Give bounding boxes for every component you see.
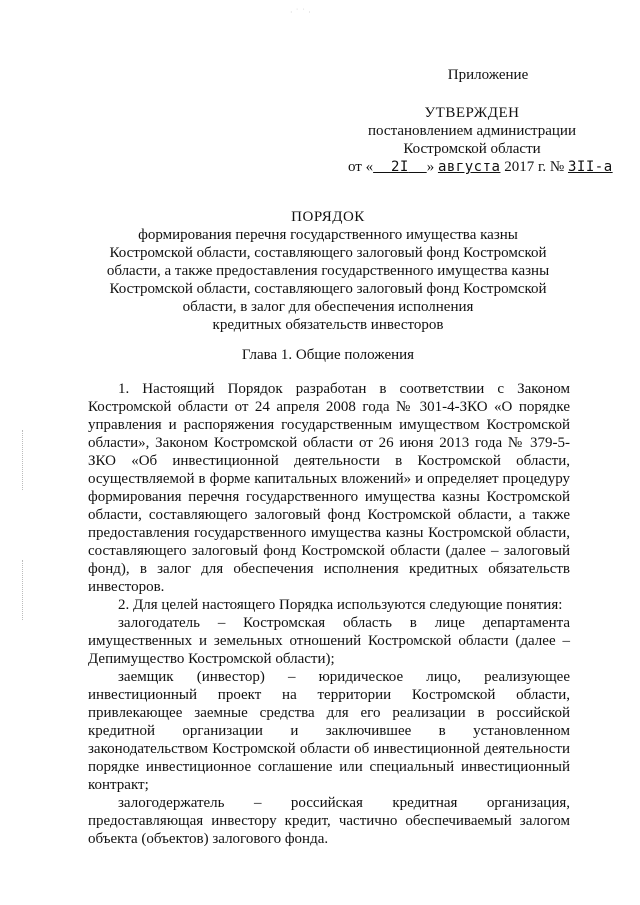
scan-artifact: · ˙ ˙ · [290,8,311,17]
approval-block [342,66,613,176]
document-title-block [88,208,568,334]
date-mid: » [426,159,435,175]
paragraph: 2. Для целей настоящего Порядка используются следующие понятия: [118,597,563,613]
appendix-label: Приложение [447,67,529,83]
title-line: кредитных обязательств инвесторов [212,317,444,333]
title-line: формирования перечня государственного имущества казны [138,227,518,243]
document-number: 3II-а [567,159,613,175]
date-year: 2017 г. № [504,159,565,175]
paragraph: 1. Настоящий Порядок разработан в соответствии с Законом Костромской области от 24 апреля 2008 года № 301-4-ЗКО «О порядке управления и распоряжения государственным имуществом Костромской области», Законом Костромской области от 26 июня 2013 года № 379-5-ЗКО «Об инвестиционной деятельности в Костромской области, осуществляемой в форме капитальных вложений» и определяет процедуру формирования перечня государственного имущества казны Костромской области, составляющего залоговый фонд Костромской области, а также предоставления государственного имущества казны Костромской области, составляющего залоговый фонд Костромской области (далее – залоговый фонд), в залог для обеспечения исполнения кредитных обязательств инвесторов. [88,381,570,595]
margin-mark [22,430,29,490]
document-body [88,380,570,848]
chapter-heading: Глава 1. Общие положения [241,347,415,363]
definition-item: залогодержатель – российская кредитная организация, предоставляющая инвестору кредит, частично обеспечиваемый залогом объекта (объектов) залогового фонда. [88,795,570,847]
region-line: Костромской области [403,141,541,157]
title-line: Костромской области, составляющего залоговый фонд Костромской [109,245,547,261]
title-line: области, а также предоставления государственного имущества казны [106,263,550,279]
date-month: августа [437,159,501,175]
title-line: Костромской области, составляющего залоговый фонд Костромской [109,281,547,297]
definition-item: заемщик (инвестор) – юридическое лицо, реализующее инвестиционный проект на территории Костромской области, привлекающее заемные средства для его реализации в российской кредитной организации и заключившее в установленном законодательством Костромской области об инвестиционной деятельности порядке инвестиционное соглашение или специальный инвестиционный контракт; [88,669,570,793]
definition-item: залогодатель – Костромская область в лице департамента имущественных и земельных отношений Костромской области (далее – Депимущество Костромской области); [88,615,570,667]
date-day: 2I [390,159,409,175]
document-title: ПОРЯДОК [291,209,365,225]
date-prefix: от « [348,159,374,175]
resolution-line: постановлением администрации [368,123,576,139]
margin-mark [22,560,29,620]
date-line [342,158,613,176]
title-line: области, в залог для обеспечения исполнения [182,299,474,315]
approved-label: УТВЕРЖДЕН [424,105,520,121]
